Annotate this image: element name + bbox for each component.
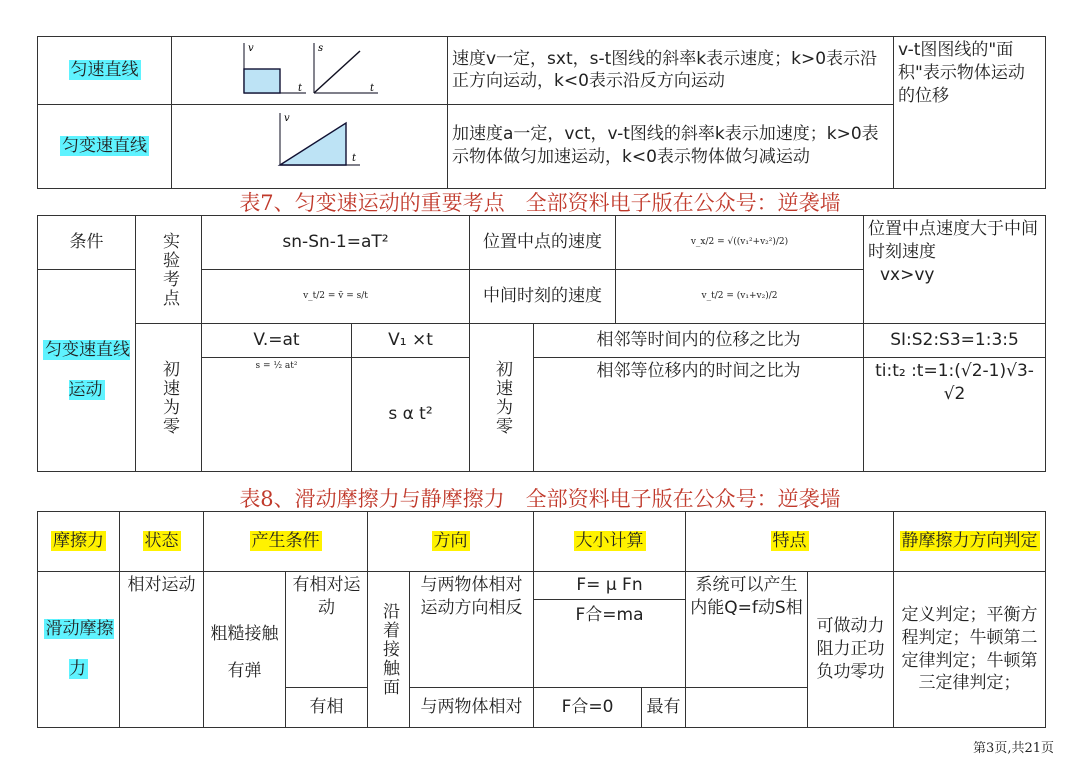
h-feature: 特点 <box>686 512 894 572</box>
compare-value: vx>vy <box>880 264 935 285</box>
uniform-motion-label: 匀速直线 <box>38 37 172 105</box>
graph2-s-label: s <box>317 43 323 54</box>
state-relmove: 相对运动 <box>120 572 204 728</box>
equal-disp-ratio: ti:t₂ :t=1:(√2-1)√3-√2 <box>864 358 1046 472</box>
formula-v: V.=at <box>202 324 352 358</box>
page-footer: 第3页,共21页 <box>973 741 1054 756</box>
compare-note: 位置中点速度大于中间时刻速度 <box>868 219 1038 262</box>
size-f2: F合=ma <box>575 604 644 625</box>
side-label-cell <box>38 270 136 472</box>
graph3-v-label: v <box>283 112 290 124</box>
formula-s: s = ½ at² <box>202 358 352 472</box>
feat-2: 可做动力阻力正功负功零功 <box>808 572 894 728</box>
dir-opposite: 与两物体相对运动方向相反 <box>410 572 534 688</box>
table7-title: 表7、匀变速运动的重要考点 全部资料电子版在公众号：逆袭墙 <box>239 191 841 215</box>
cond-elastic: 有弹 <box>227 660 262 681</box>
graph1-v-label: v <box>247 43 254 54</box>
h-static-dir: 静摩擦力方向判定 <box>894 512 1046 572</box>
feat-1: 系统可以产生内能Q=f动S相 <box>686 572 808 688</box>
side-label: 匀变速直线运动 <box>45 340 130 400</box>
sliding-label: 滑动摩擦力 <box>38 572 120 728</box>
size-max: 最有 <box>642 688 686 728</box>
condition-header: 条件 <box>38 216 136 270</box>
graph3-t-label: t <box>351 152 356 164</box>
graph2-t-label: t <box>369 83 374 94</box>
equal-time-ratio: SI:S2:S3=1:3:5 <box>864 324 1046 358</box>
cond-rough-cell <box>204 572 286 728</box>
vt-area-note: v-t图图线的"面积"表示物体运动的位移 <box>894 37 1046 189</box>
motion-table <box>37 36 1046 189</box>
h-state: 状态 <box>120 512 204 572</box>
cond-relmove: 有相对运动 <box>286 572 368 688</box>
uniform-accel-desc: 加速度a一定，vct，v-t图线的斜率k表示加速度；k>0表示物体做匀加速运动，k<0表示物体做匀减运动 <box>448 104 894 188</box>
dir-rel2: 与两物体相对 <box>410 688 534 728</box>
h-condition: 产生条件 <box>204 512 368 572</box>
experiment-label: 实验考点 <box>136 216 202 324</box>
size-f1: F= μ Fn <box>534 572 685 600</box>
h-size: 大小计算 <box>534 512 686 572</box>
mid-time-label: 中间时刻的速度 <box>470 270 616 324</box>
uniform-accel-label: 匀变速直线 <box>38 104 172 188</box>
mid-position-formula: v_x/2 = √((v₁²+v₂²)/2) <box>616 216 864 270</box>
judge: 定义判定；平衡方程判定；牛顿第二定律判定；牛顿第三定律判定； <box>894 572 1046 728</box>
uniform-accel-graph <box>172 104 448 188</box>
size-f3: F合=0 <box>534 688 642 728</box>
equal-disp-label: 相邻等位移内的时间之比为 <box>534 358 864 472</box>
dir-surface: 沿着接触面 <box>368 572 410 728</box>
graph1-t-label: t <box>297 83 302 94</box>
compare-cell <box>864 216 1046 324</box>
mid-position-label: 位置中点的速度 <box>470 216 616 270</box>
cond-rel2: 有相 <box>286 688 368 728</box>
table8 <box>37 511 1046 728</box>
zero-init-label: 初速为零 <box>136 324 202 472</box>
formula-v-prop: V₁ ×t <box>352 324 470 358</box>
zero-init-label-2: 初速为零 <box>470 324 534 472</box>
equal-time-label: 相邻等时间内的位移之比为 <box>534 324 864 358</box>
formula-delta: sn-Sn-1=aT² <box>202 216 470 270</box>
formula-s-prop: s α t² <box>352 358 470 472</box>
size-cell <box>534 572 686 688</box>
h-direction: 方向 <box>368 512 534 572</box>
feat-empty <box>686 688 808 728</box>
table7 <box>37 215 1046 472</box>
cond-rough: 粗糙接触 <box>210 624 279 645</box>
h-friction: 摩擦力 <box>38 512 120 572</box>
uniform-motion-desc: 速度v一定，sxt，s-t图线的斜率k表示速度；k>0表示沿正方向运动，k<0表示沿反方向运动 <box>448 37 894 105</box>
table8-title: 表8、滑动摩擦力与静摩擦力 全部资料电子版在公众号：逆袭墙 <box>239 487 841 511</box>
uniform-motion-graphs <box>172 37 448 105</box>
formula-avg: v_t/2 = v̄ = s/t <box>202 270 470 324</box>
mid-time-formula: v_t/2 = (v₁+v₂)/2 <box>616 270 864 324</box>
